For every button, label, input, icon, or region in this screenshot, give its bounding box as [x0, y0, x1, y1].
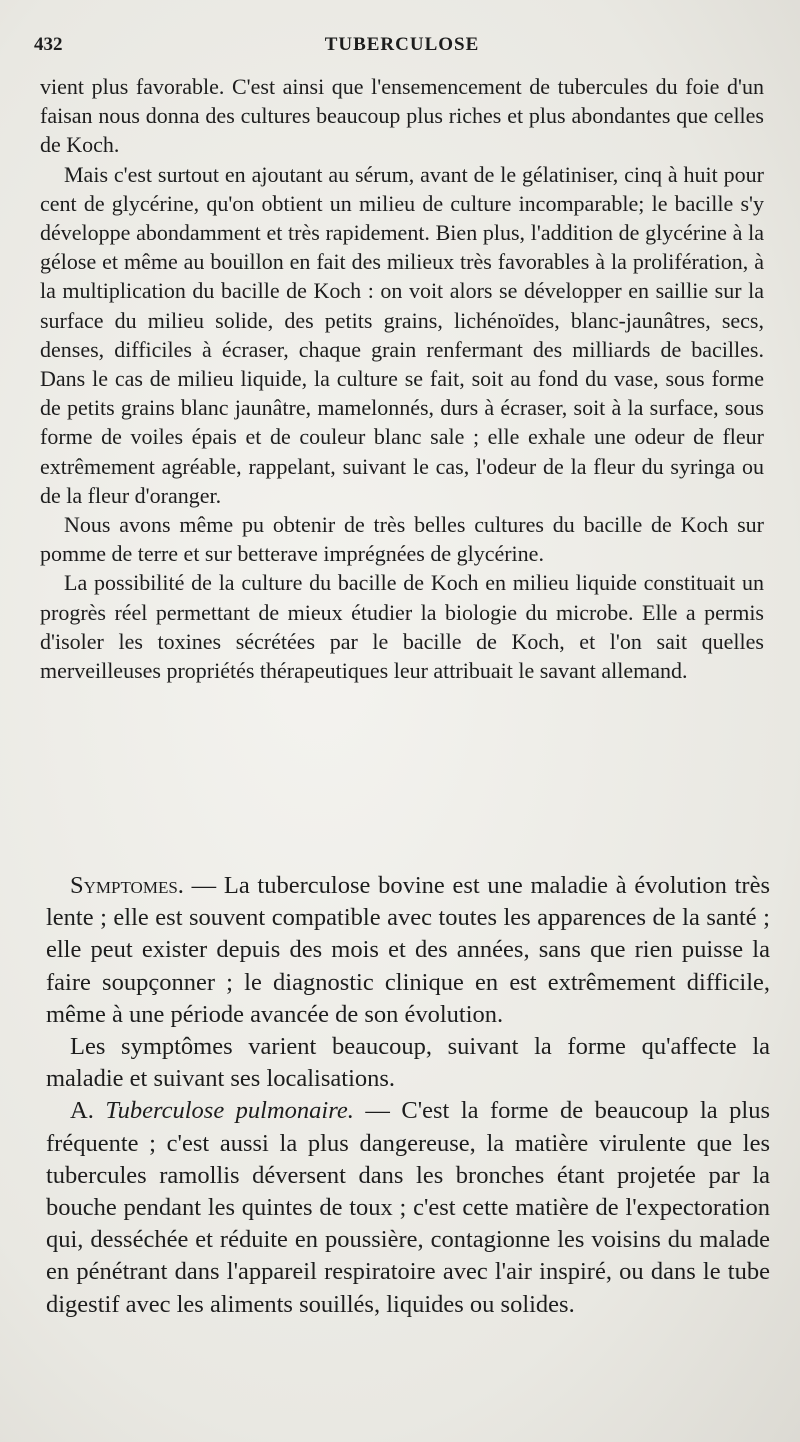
paragraph-tuberculose-pulmonaire	[46, 1095, 770, 1320]
culture-section	[40, 72, 764, 685]
subsection-label: A.	[70, 1097, 106, 1125]
subsection-text: — C'est la forme de beaucoup la plus fréquente ; c'est aussi la plus dangereuse, la matière virulente que les tubercules ramollis déversent dans les bronches étant projetée par la bouche pendant les quintes de toux ; c'est cette matière de l'expectoration qui, desséchée et réduite en poussière, contagionne les voisins du malade en pénétrant dans l'appareil respiratoire avec l'air inspiré, ou dans le tube digestif avec les aliments souillés, liquides ou solides.	[46, 1097, 771, 1318]
paragraph-continuation: vient plus favorable. C'est ainsi que l'ensemencement de tubercules du foie d'un faisan nous donna des cultures beaucoup plus riches et plus abondantes que celles de Koch.	[40, 74, 764, 158]
page-number: 432	[34, 34, 63, 55]
subsection-title: Tuberculose pulmonaire.	[105, 1097, 354, 1125]
symptomes-intro-text: — La tuberculose bovine est une maladie à évolution très lente ; elle est souvent compatible avec toutes les apparences de la santé ; elle peut exister depuis des mois et des années, sans que rien puisse la faire soupçonner ; le diagnostic clinique en est extrêmement difficile, même à une période avancée de son évolution.	[46, 872, 770, 1028]
paragraph-milieu-liquide: La possibilité de la culture du bacille de Koch en milieu liquide constituait un progrès réel permettant de mieux étudier la biologie du microbe. Elle a permis d'isoler les toxines sécrétées par le bacille de Koch, et l'on sait quelles merveilleuses propriétés thérapeutiques leur attribuait le savant allemand.	[40, 570, 764, 684]
running-head: TUBERCULOSE	[324, 34, 480, 55]
section-heading-symptomes: Symptomes.	[70, 872, 184, 899]
paragraph-pomme-de-terre: Nous avons même pu obtenir de très belles cultures du bacille de Koch sur pomme de terre et sur betterave imprégnées de glycérine.	[40, 512, 764, 567]
paragraph-symptomes-intro	[46, 870, 770, 1031]
paragraph-symptomes-varient: Les symptômes varient beaucoup, suivant la forme qu'affecte la maladie et suivant ses localisations.	[46, 1033, 770, 1093]
symptomes-section	[46, 870, 770, 1321]
page-header	[34, 30, 770, 60]
paragraph-glycerine: Mais c'est surtout en ajoutant au sérum, avant de le gélatiniser, cinq à huit pour cent de glycérine, qu'on obtient un milieu de culture incomparable; le bacille s'y développe abondamment et très rapidement. Bien plus, l'addition de glycérine à la gélose et même au bouillon en fait des milieux très favorables à la prolifération, à la multiplication du bacille de Koch : on voit alors se développer en saillie sur la surface du milieu solide, des petits grains, lichénoïdes, blanc-jaunâtres, secs, denses, difficiles à écraser, chaque grain renfermant des milliards de bacilles. Dans le cas de milieu liquide, la culture se fait, soit au fond du vase, sous forme de petits grains blanc jaunâtre, mamelonnés, durs à écraser, soit à la surface, sous forme de voiles épais et de couleur blanc sale ; elle exhale une odeur de fleur extrêmement agréable, rappelant, suivant le cas, l'odeur de la fleur du syringa ou de la fleur d'oranger.	[40, 161, 764, 508]
